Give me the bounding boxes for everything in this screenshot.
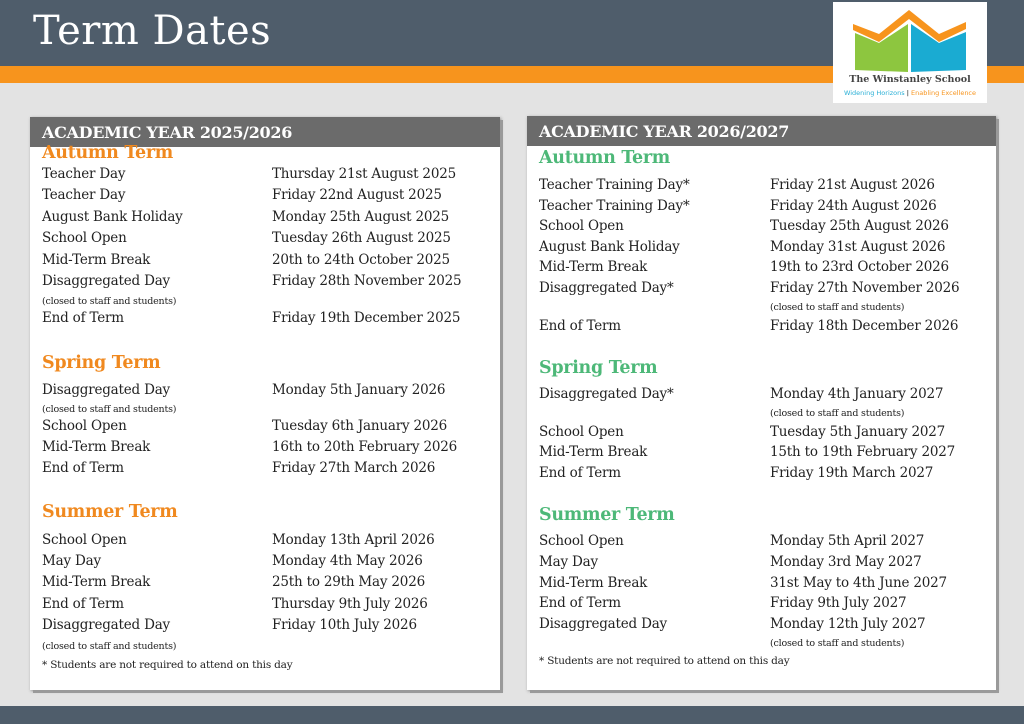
- event-label: May Day: [42, 553, 101, 569]
- event-date: Friday 27th November 2026: [770, 280, 960, 296]
- event-label: Mid-Term Break: [539, 575, 648, 591]
- event-label: Disaggregated Day: [539, 616, 667, 632]
- event-label: May Day: [539, 554, 598, 570]
- event-label: School Open: [42, 532, 127, 548]
- event-label: August Bank Holiday: [42, 209, 183, 225]
- closure-note: (closed to staff and students): [42, 404, 177, 415]
- event-date: Monday 31st August 2026: [770, 239, 946, 255]
- term-heading: Summer Term: [539, 505, 675, 525]
- event-date: Tuesday 25th August 2026: [770, 218, 949, 234]
- academic-year-title: ACADEMIC YEAR 2025/2026: [30, 117, 500, 147]
- term-heading: Spring Term: [539, 358, 658, 378]
- event-label: End of Term: [539, 595, 621, 611]
- event-label: End of Term: [42, 596, 124, 612]
- event-label: August Bank Holiday: [539, 239, 680, 255]
- event-label: Disaggregated Day*: [539, 386, 674, 402]
- page-title: Term Dates: [33, 8, 272, 54]
- event-date: Thursday 9th July 2026: [272, 596, 428, 612]
- event-label: Mid-Term Break: [539, 259, 648, 275]
- event-date: Thursday 21st August 2025: [272, 166, 456, 182]
- closure-note: (closed to staff and students): [770, 638, 905, 649]
- event-date: 15th to 19th February 2027: [770, 444, 956, 460]
- event-date: Monday 4th January 2027: [770, 386, 944, 402]
- term-heading: Autumn Term: [42, 143, 174, 163]
- event-label: End of Term: [42, 460, 124, 476]
- event-label: End of Term: [539, 465, 621, 481]
- event-date: Friday 9th July 2027: [770, 595, 907, 611]
- event-date: Friday 19th December 2025: [272, 310, 461, 326]
- event-date: Friday 21st August 2026: [770, 177, 935, 193]
- event-label: Mid-Term Break: [42, 574, 151, 590]
- event-label: Disaggregated Day*: [539, 280, 674, 296]
- term-heading: Summer Term: [42, 502, 178, 522]
- event-label: School Open: [42, 418, 127, 434]
- academic-year-title: ACADEMIC YEAR 2026/2027: [527, 116, 996, 146]
- event-date: Monday 13th April 2026: [272, 532, 435, 548]
- event-date: Friday 19th March 2027: [770, 465, 934, 481]
- event-label: Mid-Term Break: [539, 444, 648, 460]
- event-label: School Open: [42, 230, 127, 246]
- event-date: Monday 4th May 2026: [272, 553, 423, 569]
- footer-bar: [0, 706, 1024, 724]
- event-date: Tuesday 26th August 2025: [272, 230, 451, 246]
- closure-note: (closed to staff and students): [770, 302, 905, 313]
- footnote: * Students are not required to attend on this day: [539, 655, 790, 667]
- academic-year-panel: [527, 116, 996, 690]
- event-date: 25th to 29th May 2026: [272, 574, 425, 590]
- event-date: 31st May to 4th June 2027: [770, 575, 947, 591]
- event-label: Mid-Term Break: [42, 439, 151, 455]
- event-date: Friday 24th August 2026: [770, 198, 937, 214]
- event-label: Disaggregated Day: [42, 617, 170, 633]
- event-date: Tuesday 6th January 2026: [272, 418, 448, 434]
- closure-note: (closed to staff and students): [770, 408, 905, 419]
- event-label: School Open: [539, 424, 624, 440]
- event-date: Friday 28th November 2025: [272, 273, 462, 289]
- event-date: Friday 10th July 2026: [272, 617, 417, 633]
- event-label: End of Term: [539, 318, 621, 334]
- event-label: Mid-Term Break: [42, 252, 151, 268]
- event-label: Teacher Day: [42, 166, 126, 182]
- event-label: Disaggregated Day: [42, 382, 170, 398]
- footnote: * Students are not required to attend on this day: [42, 659, 293, 671]
- event-date: 19th to 23rd October 2026: [770, 259, 949, 275]
- event-label: School Open: [539, 533, 624, 549]
- event-label: Disaggregated Day: [42, 273, 170, 289]
- book-crown-icon: [833, 2, 987, 74]
- event-date: Tuesday 5th January 2027: [770, 424, 946, 440]
- closure-note: (closed to staff and students): [42, 296, 177, 307]
- school-tagline: Widening Horizons | Enabling Excellence: [843, 89, 977, 97]
- event-label: School Open: [539, 218, 624, 234]
- event-date: Monday 5th April 2027: [770, 533, 925, 549]
- closure-note: (closed to staff and students): [42, 641, 177, 652]
- event-date: Monday 25th August 2025: [272, 209, 450, 225]
- event-label: Teacher Training Day*: [539, 177, 690, 193]
- event-label: Teacher Day: [42, 187, 126, 203]
- event-date: Monday 12th July 2027: [770, 616, 926, 632]
- event-date: Friday 22nd August 2025: [272, 187, 442, 203]
- event-date: Monday 5th January 2026: [272, 382, 446, 398]
- academic-year-panel: [30, 117, 500, 690]
- event-label: End of Term: [42, 310, 124, 326]
- school-logo: [833, 2, 987, 103]
- term-heading: Autumn Term: [539, 148, 671, 168]
- event-date: Friday 18th December 2026: [770, 318, 959, 334]
- event-label: Teacher Training Day*: [539, 198, 690, 214]
- event-date: Monday 3rd May 2027: [770, 554, 922, 570]
- term-heading: Spring Term: [42, 353, 161, 373]
- event-date: 20th to 24th October 2025: [272, 252, 450, 268]
- event-date: 16th to 20th February 2026: [272, 439, 458, 455]
- school-name: The Winstanley School: [849, 74, 971, 85]
- event-date: Friday 27th March 2026: [272, 460, 436, 476]
